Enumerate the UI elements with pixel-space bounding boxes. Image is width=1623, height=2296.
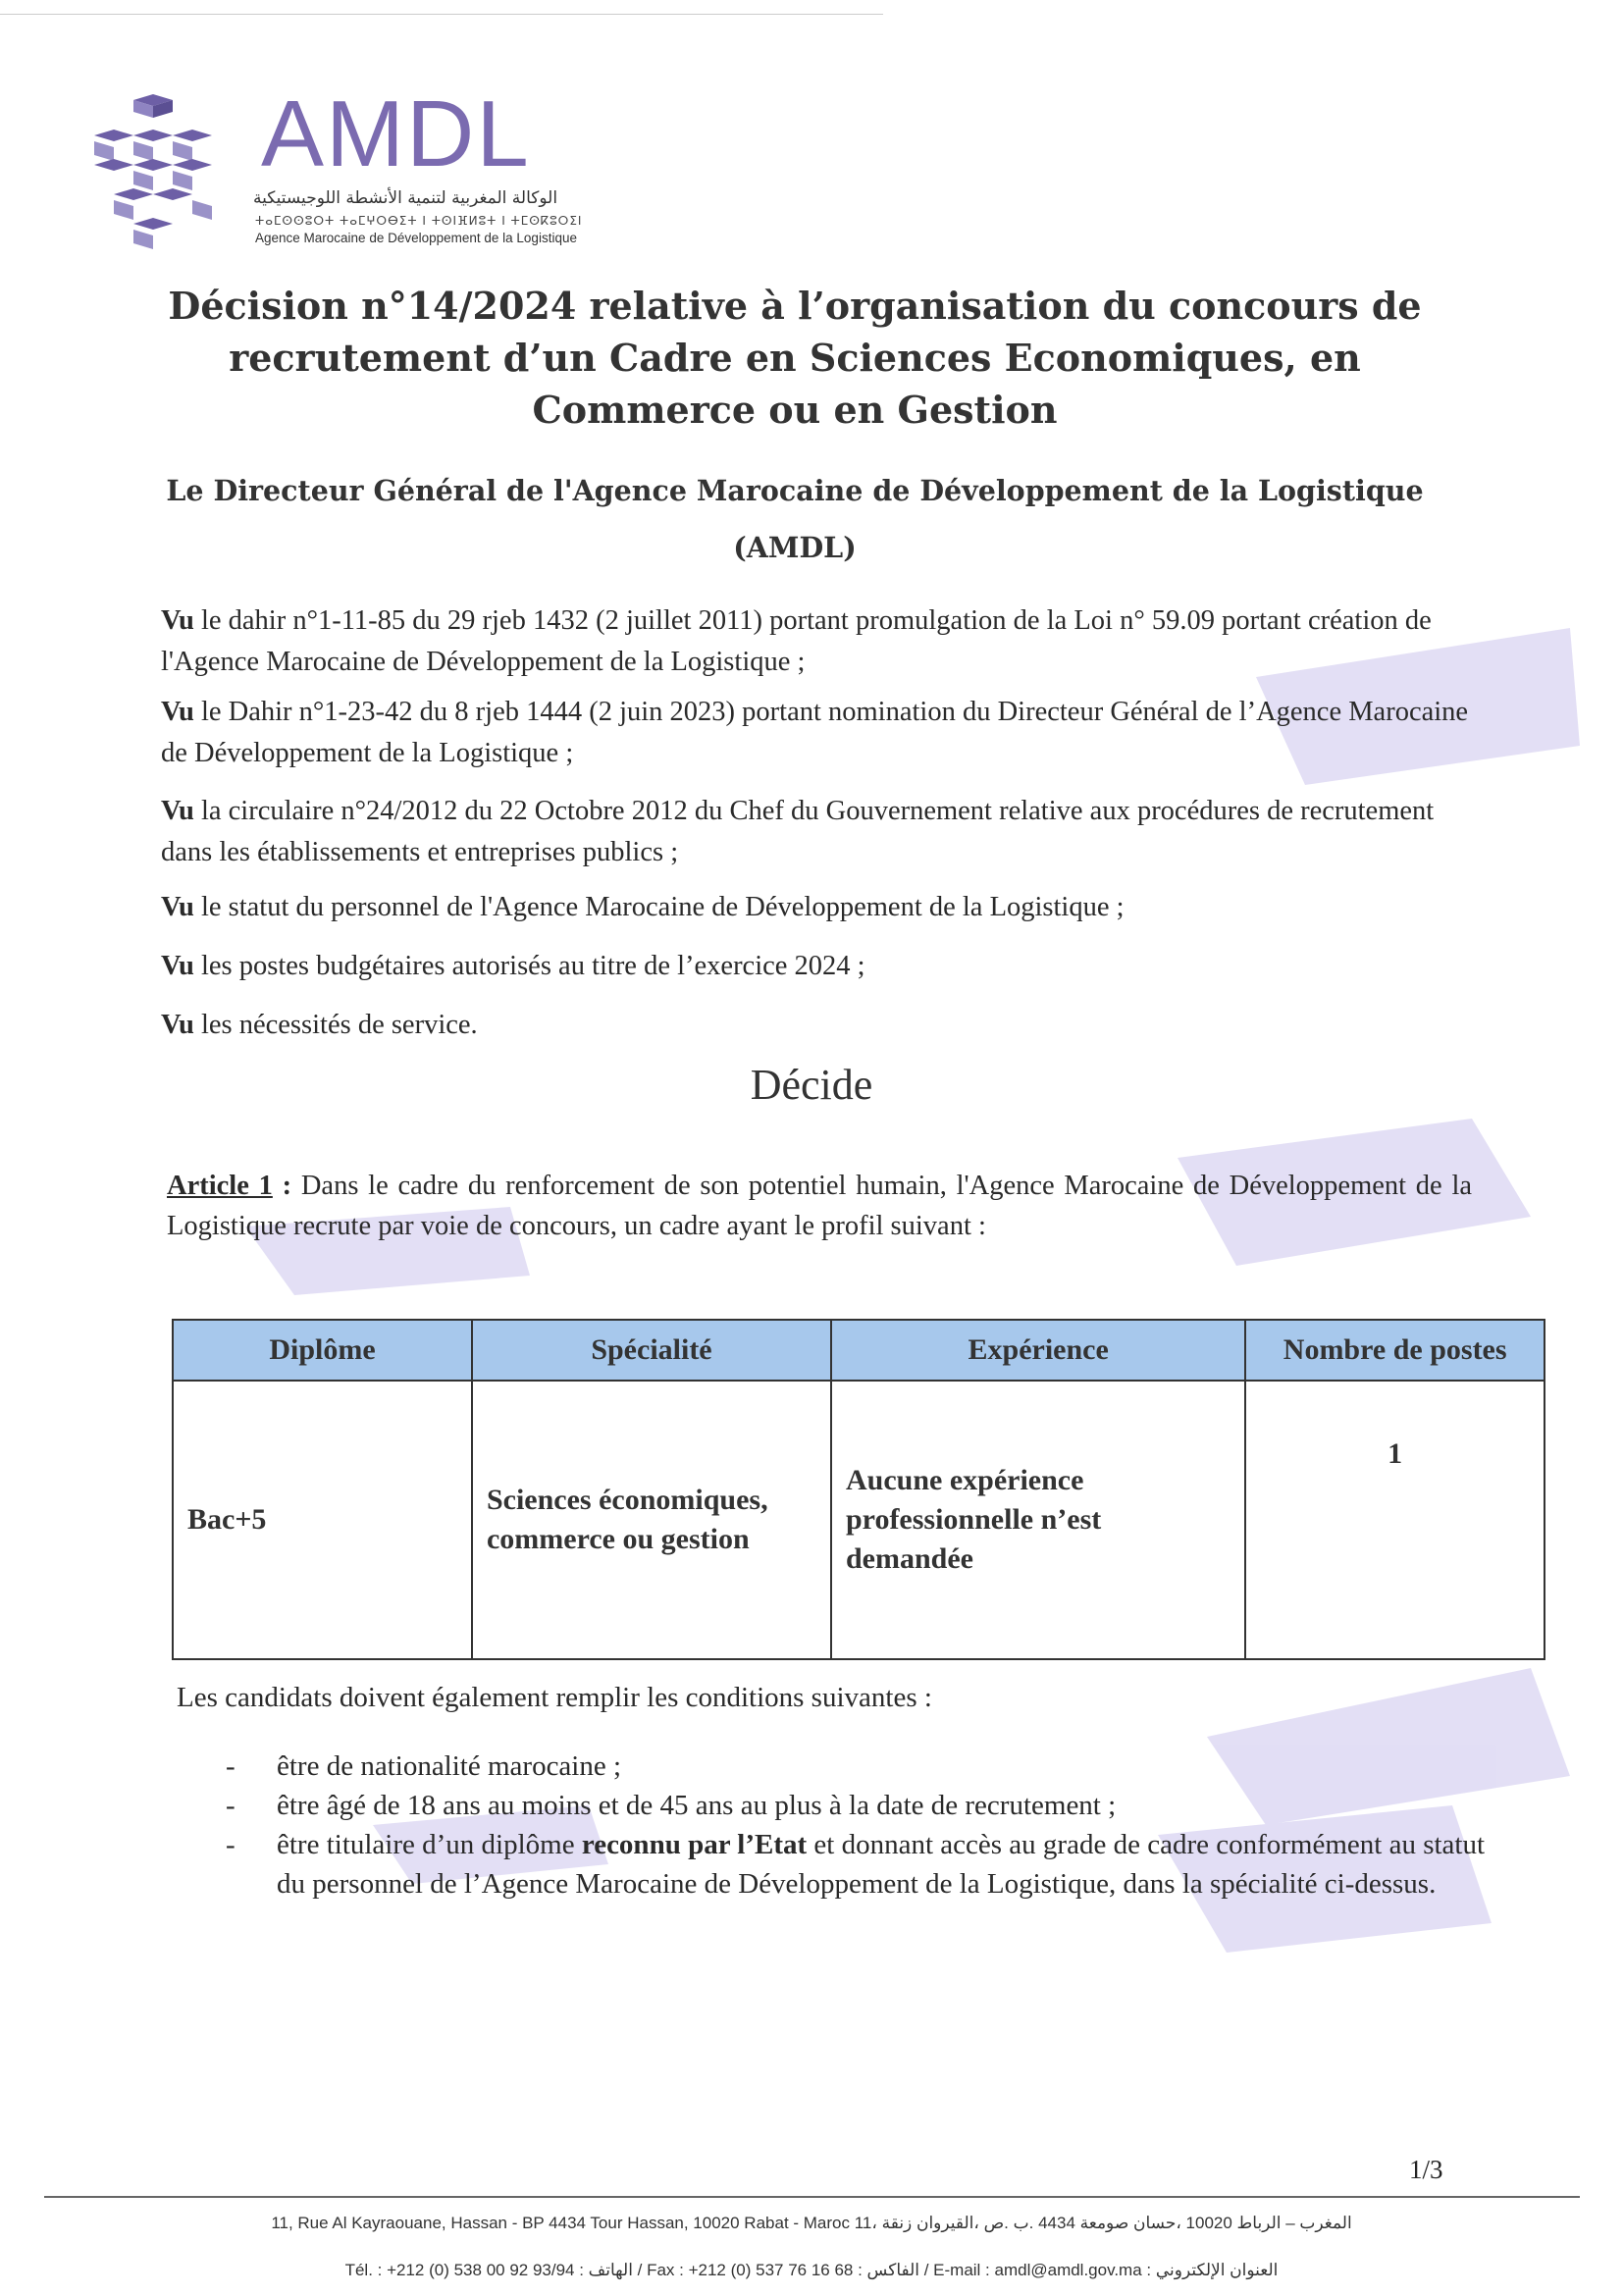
header-nombre-postes: Nombre de postes — [1245, 1320, 1544, 1381]
issuer-line-2: (AMDL) — [733, 531, 857, 564]
article-text: Dans le cadre du renforcement de son potentiel humain, l'Agence Marocaine de Développement de la Logistique recrute par voie de concours, un cadre ayant le profil suivant : — [167, 1171, 1473, 1241]
conditions-intro: Les candidats doivent également remplir les conditions suivantes : — [177, 1682, 932, 1713]
consideration-lead: Vu — [161, 697, 194, 727]
bullet-dash: - — [226, 1750, 236, 1782]
logo-tifinagh-name: ⵜⴰⵎⵙⵙⵓⵔⵜ ⵜⴰⵎⵖⵔⴱⵉⵜ ⵏ ⵜⵙⵏⴼⵍⵓⵜ ⵏ ⵜⵎⵙⴽⵓⵔⵉⵏ — [255, 214, 583, 228]
footer-divider — [44, 2196, 1580, 2198]
bullet-dash: - — [226, 1790, 236, 1821]
condition-text-continued: et donnant accès au grade de cadre conformément au statut du personnel de l’Agence Marocaine de Développement de la Logistique, dans la spécialité ci-dessus. — [277, 1829, 1486, 1900]
consideration-text: les nécessités de service. — [193, 1010, 478, 1040]
consideration-3 — [161, 791, 1471, 873]
issuer-line-1: Le Directeur Général de l'Agence Marocaine de Développement de la Logistique — [166, 474, 1424, 507]
table-row — [173, 1381, 1544, 1659]
decide-heading: Décide — [750, 1061, 873, 1109]
logo-cubes-icon — [94, 90, 241, 257]
consideration-lead: Vu — [161, 892, 194, 922]
condition-text: être titulaire d’un diplôme — [277, 1829, 582, 1860]
article-label: Article 1 — [167, 1171, 273, 1201]
condition-text: être de nationalité marocaine ; — [277, 1750, 622, 1782]
consideration-6 — [161, 1005, 1471, 1046]
amdl-logo — [94, 81, 644, 257]
bullet-dash: - — [226, 1829, 236, 1860]
profile-table — [172, 1319, 1545, 1660]
consideration-lead: Vu — [161, 796, 194, 826]
header-experience: Expérience — [831, 1320, 1245, 1381]
page-number: 1/3 — [1409, 2155, 1443, 2184]
logo-french-name: Agence Marocaine de Développement de la Logistique — [255, 231, 577, 245]
consideration-text: les postes budgétaires autorisés au titre de l’exercice 2024 ; — [193, 951, 865, 981]
consideration-4 — [161, 887, 1471, 928]
conditions-list — [226, 1747, 1492, 1904]
consideration-text: la circulaire n°24/2012 du 22 Octobre 2012 du Chef du Gouvernement relative aux procédures de recrutement dans les établissements et entreprises publics ; — [161, 796, 1435, 867]
footer-contact: Tél. : +212 (0) 538 00 92 93/94 : الهاتف / Fax : +212 (0) 537 76 16 68 : الفاكس / E-mail : amdl@amdl.gov.ma : العنوان الإلكتروني — [344, 2261, 1279, 2279]
condition-emphasis: reconnu par l’Etat — [581, 1829, 808, 1860]
article-1 — [167, 1166, 1472, 1246]
consideration-lead: Vu — [161, 605, 194, 636]
issuer-heading — [157, 462, 1433, 576]
cell-experience: Aucune expérience professionnelle n’est demandée — [831, 1381, 1245, 1659]
logo-brand-text: AMDL — [261, 81, 531, 186]
list-item — [226, 1786, 1492, 1825]
consideration-lead: Vu — [161, 951, 194, 981]
footer-address: 11, Rue Al Kayraouane, Hassan - BP 4434 Tour Hassan, 10020 Rabat - Maroc المغرب – الرباط 10020 ،حسان صومعة 4434 .ب .ص ،القيروان زنقة ،11 — [271, 2214, 1352, 2232]
logo-arabic-name: الوكالة المغربية لتنمية الأنشطة اللوجيستيكية — [253, 188, 558, 208]
header-specialite: Spécialité — [472, 1320, 831, 1381]
list-item — [226, 1825, 1492, 1904]
consideration-text: le statut du personnel de l'Agence Marocaine de Développement de la Logistique ; — [193, 892, 1125, 922]
cell-nombre-postes: 1 — [1245, 1381, 1544, 1659]
article-colon: : — [272, 1171, 301, 1201]
condition-text: être âgé de 18 ans au moins et de 45 ans au plus à la date de recrutement ; — [277, 1790, 1117, 1821]
consideration-text: le dahir n°1-11-85 du 29 rjeb 1432 (2 juillet 2011) portant promulgation de la Loi n° 59.09 portant création de l'Agence Marocaine de Développement de la Logistique ; — [161, 605, 1432, 677]
cell-specialite: Sciences économiques, commerce ou gestion — [472, 1381, 831, 1659]
list-item — [226, 1747, 1492, 1786]
consideration-1 — [161, 600, 1471, 683]
decision-title: Décision n°14/2024 relative à l’organisation du concours de recrutement d’un Cadre en Sciences Economiques, en Commerce ou en Gestion — [168, 284, 1422, 432]
consideration-5 — [161, 946, 1471, 987]
table-header-row — [173, 1320, 1544, 1381]
consideration-2 — [161, 692, 1471, 774]
header-diplome: Diplôme — [173, 1320, 472, 1381]
cell-diplome: Bac+5 — [173, 1381, 472, 1659]
consideration-lead: Vu — [161, 1010, 194, 1040]
consideration-text: le Dahir n°1-23-42 du 8 rjeb 1444 (2 juin 2023) portant nomination du Directeur Général de l’Agence Marocaine de Développement de la Logistique ; — [161, 697, 1469, 768]
